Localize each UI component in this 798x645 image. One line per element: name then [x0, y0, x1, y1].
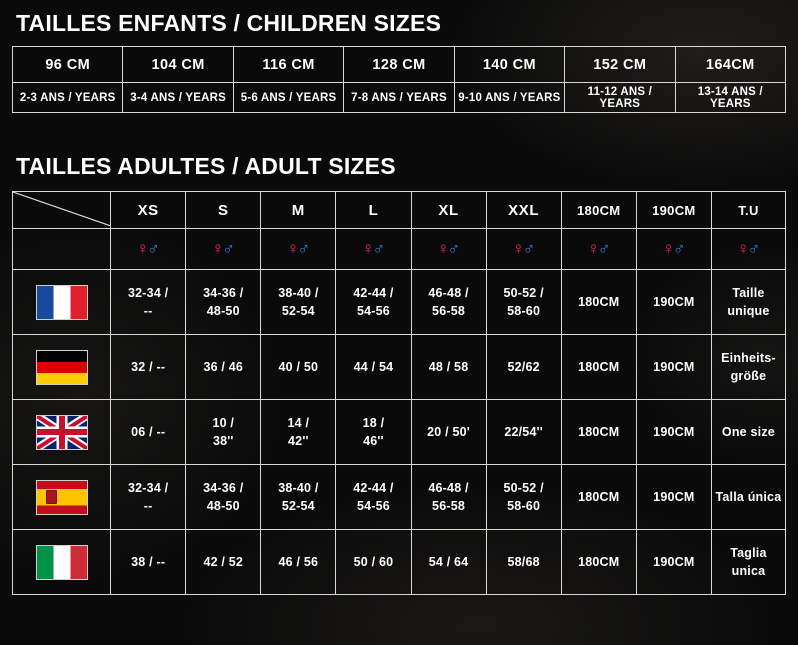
adult-header-row [13, 192, 786, 229]
size-cell: 58/68 [486, 530, 561, 595]
gender-symbols-cell [711, 229, 785, 270]
size-cell: 42-44 / 54-56 [336, 465, 411, 530]
size-cell: 190CM [636, 335, 711, 400]
children-age-cell: 9-10 ANS / YEARS [454, 83, 564, 113]
female-symbol-icon: ♀ [511, 238, 525, 258]
size-cell: 40 / 50 [261, 335, 336, 400]
size-cell: 18 / 46'' [336, 400, 411, 465]
size-cell: 190CM [636, 270, 711, 335]
gender-symbols-cell [561, 229, 636, 270]
size-cell: 50-52 / 58-60 [486, 270, 561, 335]
male-symbol-icon: ♂ [372, 238, 386, 258]
size-cell: 180CM [561, 465, 636, 530]
flag-spain-icon [13, 465, 111, 530]
size-cell: 180CM [561, 530, 636, 595]
adult-column-header: T.U [711, 192, 785, 229]
size-cell: 54 / 64 [411, 530, 486, 595]
size-cell: 42-44 / 54-56 [336, 270, 411, 335]
size-cell: 20 / 50' [411, 400, 486, 465]
gender-symbols-cell [261, 229, 336, 270]
male-symbol-icon: ♂ [747, 238, 761, 258]
male-symbol-icon: ♂ [297, 238, 311, 258]
adult-column-header: 190CM [636, 192, 711, 229]
size-cell: 32-34 / -- [111, 270, 186, 335]
size-cell: 180CM [561, 335, 636, 400]
table-row [13, 465, 786, 530]
male-symbol-icon: ♂ [222, 238, 236, 258]
adult-column-header: 180CM [561, 192, 636, 229]
size-cell: 46-48 / 56-58 [411, 270, 486, 335]
flag-italy-icon [13, 530, 111, 595]
flag-uk-icon [13, 400, 111, 465]
size-cell: One size [711, 400, 785, 465]
female-symbol-icon: ♀ [286, 238, 300, 258]
gender-row-spacer [13, 229, 111, 270]
gender-symbols-cell [336, 229, 411, 270]
table-row [13, 335, 786, 400]
female-symbol-icon: ♀ [136, 238, 150, 258]
children-sizes-title: TAILLES ENFANTS / CHILDREN SIZES [16, 10, 442, 36]
children-size-cell: 140 CM [454, 47, 564, 83]
female-symbol-icon: ♀ [361, 238, 375, 258]
adult-sizes-table [12, 191, 786, 595]
children-age-cell: 11-12 ANS / YEARS [565, 83, 675, 113]
children-sizes-table [12, 46, 786, 113]
size-cell: 50-52 / 58-60 [486, 465, 561, 530]
male-symbol-icon: ♂ [147, 238, 160, 258]
size-cell: 32 / -- [111, 335, 186, 400]
table-row [13, 400, 786, 465]
children-age-row [13, 83, 786, 113]
size-cell: Taille unique [711, 270, 785, 335]
size-cell: 190CM [636, 465, 711, 530]
size-cell: 34-36 / 48-50 [186, 465, 261, 530]
children-size-row [13, 47, 786, 83]
size-cell: 36 / 46 [186, 335, 261, 400]
size-cell: 52/62 [486, 335, 561, 400]
table-row [13, 270, 786, 335]
children-age-cell: 7-8 ANS / YEARS [344, 83, 454, 113]
size-cell: 34-36 / 48-50 [186, 270, 261, 335]
adult-column-header: XS [111, 192, 186, 229]
male-symbol-icon: ♂ [447, 238, 461, 258]
size-cell: Taglia unica [711, 530, 785, 595]
diagonal-line-icon [13, 192, 110, 228]
adult-gender-row [13, 229, 786, 270]
gender-symbols-cell [486, 229, 561, 270]
children-size-cell: 96 CM [13, 47, 123, 83]
size-cell: 06 / -- [111, 400, 186, 465]
female-symbol-icon: ♀ [662, 238, 675, 258]
size-cell: 42 / 52 [186, 530, 261, 595]
children-size-cell: 104 CM [123, 47, 233, 83]
size-cell: 44 / 54 [336, 335, 411, 400]
adult-column-header: M [261, 192, 336, 229]
gender-symbols-cell [186, 229, 261, 270]
gender-symbols-cell [411, 229, 486, 270]
size-cell: 180CM [561, 400, 636, 465]
children-size-cell: 164CM [675, 47, 785, 83]
gender-symbols-cell [636, 229, 711, 270]
size-cell: 14 / 42'' [261, 400, 336, 465]
size-cell: 32-34 / -- [111, 465, 186, 530]
adult-column-header: XL [411, 192, 486, 229]
size-cell: 10 / 38'' [186, 400, 261, 465]
children-age-cell: 13-14 ANS / YEARS [675, 83, 785, 113]
flag-france-icon [13, 270, 111, 335]
diagonal-corner-cell [13, 192, 111, 229]
children-age-cell: 3-4 ANS / YEARS [123, 83, 233, 113]
male-symbol-icon: ♂ [672, 238, 686, 258]
children-age-cell: 2-3 ANS / YEARS [13, 83, 123, 113]
size-cell: 190CM [636, 400, 711, 465]
gender-symbols-cell [111, 229, 186, 270]
female-symbol-icon: ♀ [211, 238, 225, 258]
children-age-cell: 5-6 ANS / YEARS [233, 83, 343, 113]
children-size-cell: 152 CM [565, 47, 675, 83]
adult-column-header: L [336, 192, 411, 229]
size-cell: 50 / 60 [336, 530, 411, 595]
size-cell: Talla única [711, 465, 785, 530]
size-cell: 190CM [636, 530, 711, 595]
male-symbol-icon: ♂ [597, 238, 611, 258]
size-cell: 180CM [561, 270, 636, 335]
size-cell: 22/54'' [486, 400, 561, 465]
female-symbol-icon: ♀ [736, 238, 750, 258]
table-row [13, 530, 786, 595]
size-cell: 46-48 / 56-58 [411, 465, 486, 530]
size-cell: 38 / -- [111, 530, 186, 595]
size-cell: Einheits- größe [711, 335, 785, 400]
children-size-cell: 116 CM [233, 47, 343, 83]
size-cell: 38-40 / 52-54 [261, 270, 336, 335]
adult-column-header: XXL [486, 192, 561, 229]
size-cell: 46 / 56 [261, 530, 336, 595]
male-symbol-icon: ♂ [522, 238, 536, 258]
size-cell: 48 / 58 [411, 335, 486, 400]
children-size-cell: 128 CM [344, 47, 454, 83]
adult-sizes-title: TAILLES ADULTES / ADULT SIZES [16, 153, 396, 179]
female-symbol-icon: ♀ [436, 238, 450, 258]
female-symbol-icon: ♀ [586, 238, 600, 258]
size-cell: 38-40 / 52-54 [261, 465, 336, 530]
flag-germany-icon [13, 335, 111, 400]
adult-column-header: S [186, 192, 261, 229]
